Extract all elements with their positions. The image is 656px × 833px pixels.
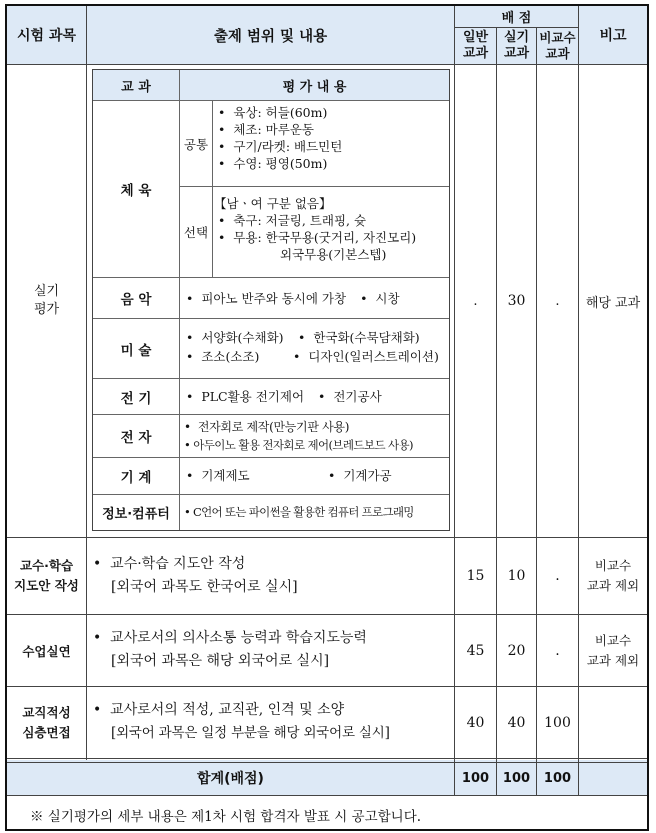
header-score-allocation: 배 점	[501, 11, 532, 26]
class-demo-practical-score: 20	[507, 642, 526, 659]
header-practical: 실기 교과	[503, 30, 530, 61]
header-exam-subject: 시험 과목	[17, 28, 76, 44]
list-item: • 조소(소조)	[186, 349, 260, 364]
lesson-plan-label: 교수·학습 지도안 작성	[14, 558, 79, 593]
lesson-plan-content: • 교수·학습 지도안 작성 [외국어 과목도 한국어로 실시]	[93, 556, 298, 595]
class-demo-label: 수업실연	[22, 643, 71, 659]
pe-elective-note: 【남ㆍ여 구분 없음】	[214, 196, 332, 211]
inner-header-content: 평 가 내 용	[282, 79, 347, 95]
lesson-plan-general-score: 15	[466, 568, 485, 584]
art-label: 미 술	[120, 342, 152, 359]
art-list	[186, 329, 448, 365]
lesson-plan-practical-score: 10	[507, 568, 526, 584]
electronic-label: 전 자	[120, 430, 152, 446]
pe-common-list	[218, 104, 448, 172]
pe-common-label: 공통	[183, 136, 209, 152]
list-item: • 체조: 마루운동	[218, 122, 314, 137]
list-item: • 전기공사	[318, 389, 382, 404]
electronic-list	[184, 418, 448, 454]
machine-label: 기 계	[120, 470, 152, 486]
music-label: 음 악	[120, 292, 152, 308]
list-item: • 아두이노 활용 전자회로 제어(브레드보드 사용)	[184, 438, 413, 452]
interview-content: • 교사로서의 적성, 교직관, 인격 및 소양 [외국어 과목은 일정 부분을 해당 외국어로 실시]	[93, 702, 390, 741]
list-item: • PLC활용 전기제어	[186, 389, 305, 404]
inner-header-subject: 교 과	[121, 79, 151, 95]
pe-elective-list	[214, 195, 448, 263]
total-label: 합계(배점)	[197, 771, 264, 787]
class-demo-general-score: 45	[466, 642, 485, 659]
interview-practical-score: 40	[507, 714, 526, 731]
interview-general-score: 40	[466, 714, 485, 731]
total-non-teaching-score: 100	[543, 770, 572, 786]
list-item: • 시창	[360, 291, 400, 306]
class-demo-remark: 비교수 교과 제외	[586, 632, 640, 668]
list-item: • 육상: 허들(60m)	[218, 105, 328, 120]
list-item: • 기계제도	[186, 468, 250, 483]
interview-label: 교직적성 심층면접	[22, 704, 71, 740]
computer-list	[184, 504, 448, 520]
practical-eval-non-teaching-score: .	[555, 293, 560, 309]
computer-label: 정보·컴퓨터	[102, 507, 170, 522]
class-demo-content: • 교사로서의 의사소통 능력과 학습지도능력 [외국어 과목은 해당 외국어로 실시]	[93, 630, 367, 669]
list-item: • 서양화(수채화)	[186, 330, 284, 345]
list-item-continuation: 외국무용(기본스텝)	[280, 247, 387, 262]
header-remarks: 비고	[599, 28, 627, 44]
lesson-plan-non-teaching-score: .	[555, 568, 560, 584]
list-item: • 기계가공	[328, 468, 392, 483]
practical-eval-practical-score: 30	[507, 293, 526, 309]
practical-eval-general-score: .	[473, 293, 478, 309]
practical-eval-label: 실기 평가	[33, 284, 60, 317]
header-scope: 출제 범위 및 내용	[213, 28, 328, 45]
list-item: • 디자인(일러스트레이션)	[293, 349, 439, 364]
lesson-plan-remark: 비교수 교과 제외	[586, 558, 640, 593]
list-item: • 한국화(수묵담채화)	[298, 330, 420, 345]
music-list	[186, 290, 448, 307]
footnote: ※ 실기평가의 세부 내용은 제1차 시험 합격자 발표 시 공고합니다.	[30, 809, 422, 825]
practical-eval-remark: 해당 교과	[585, 295, 641, 311]
header-general: 일반 교과	[462, 30, 489, 61]
list-item: • 무용: 한국무용(굿거리, 자진모리)	[214, 230, 417, 245]
list-item: • 축구: 저글링, 트래핑, 슛	[214, 213, 367, 228]
electric-list	[186, 388, 448, 405]
total-general-score: 100	[461, 770, 490, 786]
electric-label: 전 기	[120, 390, 152, 407]
total-practical-score: 100	[502, 770, 531, 786]
list-item: • 전자회로 제작(만능기판 사용)	[184, 420, 350, 434]
list-item: • 피아노 반주와 동시에 가창	[186, 291, 347, 306]
pe-elective-label: 선택	[183, 225, 209, 240]
list-item: • 구기/라켓: 배드민턴	[218, 139, 343, 154]
pe-label: 체 육	[120, 183, 152, 199]
interview-non-teaching-score: 100	[544, 714, 571, 731]
machine-list	[186, 467, 448, 484]
list-item: • C언어 또는 파이썬을 활용한 컴퓨터 프로그래밍	[184, 505, 414, 519]
header-non-teaching: 비교수 교과	[539, 30, 576, 61]
class-demo-non-teaching-score: .	[555, 642, 560, 659]
list-item: • 수영: 평영(50m)	[218, 156, 328, 171]
